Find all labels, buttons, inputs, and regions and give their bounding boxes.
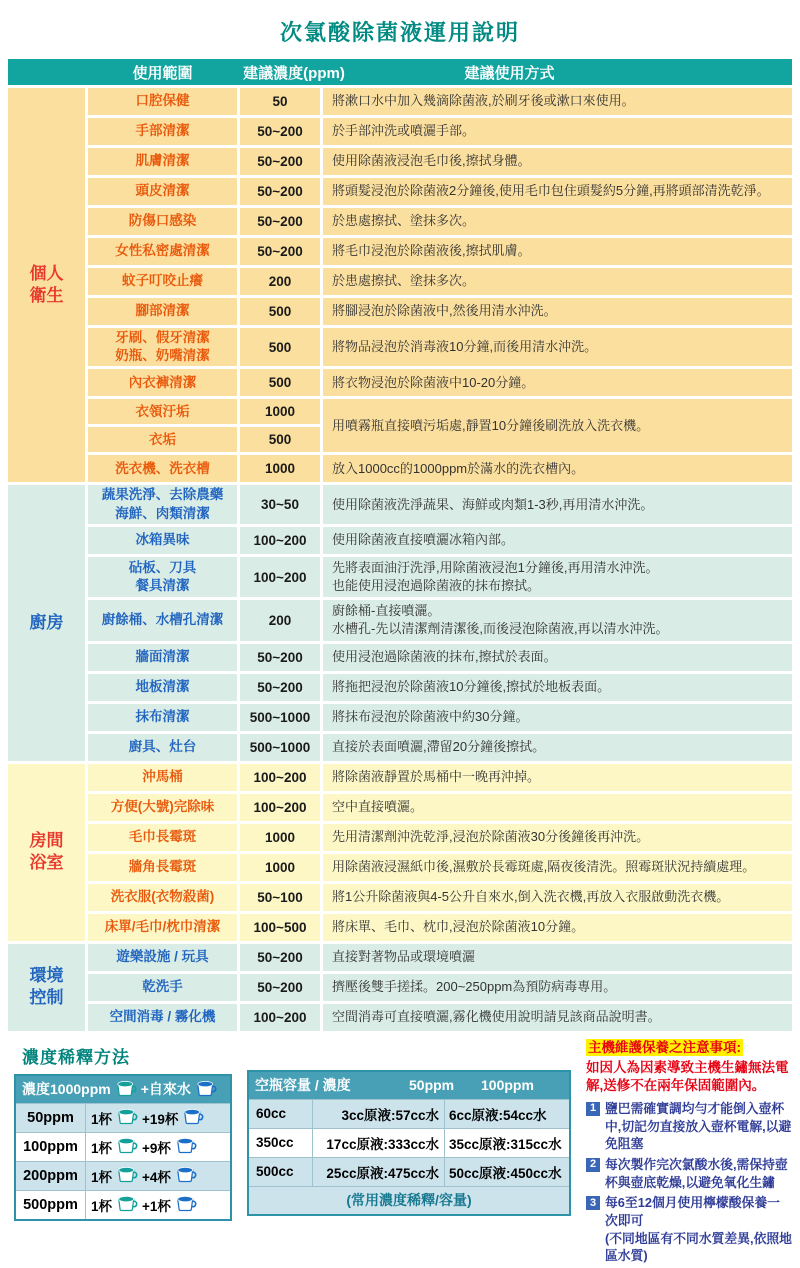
note-text: 每6至12個月使用檸檬酸保養一次即可 (不同地區有不同水質差異,依照地區水質)	[605, 1195, 792, 1264]
ppm-value: 1000	[240, 824, 320, 851]
note-number-badge: 1	[586, 1102, 600, 1116]
bottle-row	[249, 1099, 569, 1128]
ppm-value: 500	[240, 298, 320, 325]
usage-description: 使用除菌液浸泡毛巾後,擦拭身體。	[323, 148, 792, 175]
page-title: 次氯酸除菌液運用說明	[279, 20, 520, 45]
ppm-value: 500	[240, 427, 320, 452]
usage-description: 將毛巾浸泡於除菌液後,擦拭肌膚。	[323, 238, 792, 265]
usage-label: 蚊子叮咬止癢	[88, 268, 237, 295]
table-row	[88, 328, 792, 366]
dilution-ppm: 100ppm	[16, 1133, 86, 1161]
ppm-value: 50~200	[240, 178, 320, 205]
intro-suffix: 導致主機生鏽無法電解,送修不在兩年保固範圍內。	[586, 1059, 789, 1093]
category-cell: 廚房	[8, 485, 85, 760]
usage-label: 洗衣機、洗衣槽	[88, 455, 237, 482]
ppm-value: 1000	[240, 399, 320, 424]
bottle-row	[249, 1157, 569, 1186]
ppm-value: 100~500	[240, 914, 320, 941]
recipe-50ppm: 3cc原液:57cc水	[313, 1100, 445, 1128]
section-2	[8, 485, 792, 760]
teal-cup-icon	[116, 1107, 138, 1128]
water-cups-label: +9杯	[142, 1140, 171, 1156]
table-row	[88, 644, 792, 671]
table-row	[88, 914, 792, 941]
header-usage-method: 建議使用方式	[464, 64, 555, 82]
usage-description: 將腳浸泡於除菌液中,然後用清水沖洗。	[323, 298, 792, 325]
section-rows	[88, 485, 792, 760]
usage-label: 乾洗手	[88, 974, 237, 1001]
ppm-value: 500	[240, 369, 320, 396]
header-usage-range: 使用範圍	[132, 64, 193, 82]
usage-table-body	[8, 88, 792, 1031]
usage-description: 使用除菌液洗淨蔬果、海鮮或肉類1-3秒,再用清水沖洗。	[323, 485, 792, 523]
blue-cup-icon	[175, 1136, 197, 1157]
usage-description: 將衣物浸泡於除菌液中10-20分鐘。	[323, 369, 792, 396]
note-item	[586, 1156, 792, 1191]
stock-cups-label: 1杯	[91, 1111, 113, 1127]
ppm-value: 100~200	[240, 764, 320, 791]
dilution-row	[16, 1103, 230, 1132]
table-row	[88, 854, 792, 881]
dilution-ppm: 500ppm	[16, 1191, 86, 1219]
usage-label: 衣垢	[88, 427, 237, 452]
dilution-ratio-table-header	[16, 1076, 230, 1103]
ppm-value: 50~200	[240, 118, 320, 145]
tap-water-label: +自來水	[140, 1081, 191, 1098]
usage-description: 將頭髮浸泡於除菌液2分鐘後,使用毛巾包住頭髮約5分鐘,再將頭部清洗乾淨。	[323, 178, 792, 205]
intro-prefix: 如因	[586, 1059, 613, 1075]
dilution-row	[16, 1190, 230, 1219]
bottle-volume: 500cc	[249, 1158, 313, 1186]
usage-description: 將床單、毛巾、枕巾,浸泡於除菌液10分鐘。	[323, 914, 792, 941]
usage-label: 沖馬桶	[88, 764, 237, 791]
ppm-value: 50~200	[240, 944, 320, 971]
table-row	[88, 600, 792, 640]
ppm-value: 50~200	[240, 148, 320, 175]
table-row	[88, 485, 792, 523]
stock-cups-label: 1杯	[91, 1198, 113, 1214]
ppm-value: 100~200	[240, 1004, 320, 1031]
ppm-value: 50~200	[240, 644, 320, 671]
usage-label: 腳部清潔	[88, 298, 237, 325]
category-cell: 個人 衛生	[8, 88, 85, 482]
usage-label: 洗衣服(衣物殺菌)	[88, 884, 237, 911]
note-item	[586, 1100, 792, 1153]
dilution-row	[16, 1161, 230, 1190]
usage-table-header	[8, 59, 792, 85]
table-row	[88, 298, 792, 325]
usage-description: 直接對著物品或環境噴灑	[323, 944, 792, 971]
ppm-value: 50~200	[240, 674, 320, 701]
usage-description: 直接於表面噴灑,滯留20分鐘後擦拭。	[323, 734, 792, 761]
ppm-value: 100~200	[240, 527, 320, 554]
usage-label: 牆角長霉斑	[88, 854, 237, 881]
usage-description: 用噴霧瓶直接噴污垢處,靜置10分鐘後刷洗放入洗衣機。	[323, 399, 792, 452]
ppm-value: 200	[240, 268, 320, 295]
note-number-badge: 2	[586, 1158, 600, 1172]
usage-label: 空間消毒 / 霧化機	[88, 1004, 237, 1031]
usage-label: 牙刷、假牙清潔 奶瓶、奶嘴清潔	[88, 328, 237, 366]
dilution-heading: 濃度稀釋方法	[22, 1047, 130, 1067]
bottle-volume: 350cc	[249, 1129, 313, 1157]
table-row	[88, 1004, 792, 1031]
usage-label: 頭皮清潔	[88, 178, 237, 205]
section-3	[8, 764, 792, 941]
teal-cup-icon	[116, 1165, 138, 1186]
usage-description: 於患處擦拭、塗抹多次。	[323, 208, 792, 235]
ppm-value: 500	[240, 328, 320, 366]
blue-cup-icon	[175, 1165, 197, 1186]
ppm-value: 50~200	[240, 238, 320, 265]
ppm-value: 30~50	[240, 485, 320, 523]
usage-description: 將抹布浸泡於除菌液中約30分鐘。	[323, 704, 792, 731]
ppm-value: 50~100	[240, 884, 320, 911]
usage-description: 將漱口水中加入幾滴除菌液,於刷牙後或漱口來使用。	[323, 88, 792, 115]
usage-description: 使用除菌液直接噴灑冰箱內部。	[323, 527, 792, 554]
dilution-ppm: 50ppm	[16, 1104, 86, 1132]
maintenance-notes	[586, 1039, 792, 1268]
water-cups-label: +19杯	[142, 1111, 179, 1127]
usage-label: 床單/毛巾/枕巾清潔	[88, 914, 237, 941]
usage-label: 牆面清潔	[88, 644, 237, 671]
ppm-value: 50	[240, 88, 320, 115]
recipe-100ppm: 50cc原液:450cc水	[449, 1165, 562, 1181]
usage-description: 使用浸泡過除菌液的抹布,擦拭於表面。	[323, 644, 792, 671]
ppm-value: 200	[240, 600, 320, 640]
maintenance-notes-title: 主機維護保養之注意事項:	[588, 1039, 741, 1055]
recipe-50ppm: 17cc原液:333cc水	[313, 1129, 445, 1157]
maintenance-note-list	[586, 1100, 792, 1265]
dilution-mix	[86, 1104, 230, 1132]
table-row	[88, 455, 792, 482]
note-text: 鹽巴需確實調均勻才能倒入壺杯中,切記勿直接放入壺杯電解,以避免阻塞	[605, 1101, 792, 1152]
bottom-area	[14, 1039, 792, 1268]
bottle-100ppm-header: 100ppm	[481, 1077, 534, 1094]
table-row	[88, 268, 792, 295]
recipe-50ppm: 25cc原液:475cc水	[313, 1158, 445, 1186]
ppm-value: 50~200	[240, 208, 320, 235]
recipe-100ppm: 35cc原液:315cc水	[449, 1136, 562, 1152]
ppm-value: 100~200	[240, 794, 320, 821]
blue-cup-icon	[175, 1194, 197, 1215]
table-row	[88, 208, 792, 235]
table-row-group	[88, 399, 792, 452]
bottle-volume-column	[247, 1070, 571, 1216]
bottle-volume-table-header	[249, 1072, 569, 1099]
table-row	[88, 238, 792, 265]
note-text: 每次製作完次氯酸水後,需保持壺杯與壺底乾燥,以避免氧化生鏽	[605, 1157, 788, 1190]
usage-description: 放入1000cc的1000ppm於滿水的洗衣槽內。	[323, 455, 792, 482]
table-row	[88, 944, 792, 971]
bottle-volume-table-body	[249, 1099, 569, 1186]
stock-cups-label: 1杯	[91, 1169, 113, 1185]
dilution-method-column	[14, 1039, 232, 1221]
dilution-ppm: 200ppm	[16, 1162, 86, 1190]
table-row	[88, 527, 792, 554]
dilution-mix	[86, 1162, 230, 1190]
usage-label: 砧板、刀具 餐具清潔	[88, 557, 237, 597]
table-row	[88, 557, 792, 597]
usage-description: 於患處擦拭、塗抹多次。	[323, 268, 792, 295]
teal-cup-icon	[116, 1136, 138, 1157]
table-row	[88, 794, 792, 821]
usage-description: 於手部沖洗或噴灑手部。	[323, 118, 792, 145]
blue-cup-icon	[182, 1107, 204, 1128]
usage-description: 將除菌液靜置於馬桶中一晚再沖掉。	[323, 764, 792, 791]
usage-description: 擠壓後雙手搓揉。200~250ppm為預防病毒專用。	[323, 974, 792, 1001]
usage-label: 廚餘桶、水槽孔清潔	[88, 600, 237, 640]
usage-description: 空間消毒可直接噴灑,霧化機使用說明請見該商品說明書。	[323, 1004, 792, 1031]
note-number-badge: 3	[586, 1196, 600, 1210]
table-row	[88, 674, 792, 701]
section-rows	[88, 88, 792, 482]
recipe-100ppm: 6cc原液:54cc水	[449, 1107, 547, 1123]
table-row	[88, 764, 792, 791]
bottle-volume-table-footer: (常用濃度稀釋/容量)	[249, 1186, 569, 1214]
usage-label: 地板清潔	[88, 674, 237, 701]
table-row	[88, 704, 792, 731]
ppm-value: 1000	[240, 854, 320, 881]
dilution-mix	[86, 1133, 230, 1161]
usage-label: 內衣褲清潔	[88, 369, 237, 396]
bottle-row	[249, 1128, 569, 1157]
table-row	[88, 178, 792, 205]
maintenance-notes-intro	[586, 1059, 792, 1095]
dilution-mix	[86, 1191, 230, 1219]
section-4	[8, 944, 792, 1031]
usage-table	[8, 59, 792, 1031]
dilution-row	[16, 1132, 230, 1161]
stock-cups-label: 1杯	[91, 1140, 113, 1156]
note-item	[586, 1194, 792, 1265]
usage-description: 先用清潔劑沖洗乾淨,浸泡於除菌液30分後鐘後再沖洗。	[323, 824, 792, 851]
usage-description: 空中直接噴灑。	[323, 794, 792, 821]
usage-description: 將1公升除菌液與4-5公升自來水,倒入洗衣機,再放入衣服啟動洗衣機。	[323, 884, 792, 911]
usage-label: 方便(大號)完除味	[88, 794, 237, 821]
stock-cup-icon	[115, 1079, 137, 1100]
usage-label: 抹布清潔	[88, 704, 237, 731]
water-cups-label: +1杯	[142, 1198, 171, 1214]
intro-bold: 人為因素	[613, 1059, 667, 1075]
table-row	[88, 974, 792, 1001]
header-recommended-ppm: 建議濃度(ppm)	[243, 64, 345, 82]
ppm-value: 500~1000	[240, 734, 320, 761]
table-row	[88, 824, 792, 851]
section-rows	[88, 764, 792, 941]
usage-description: 將拖把浸泡於除菌液10分鐘後,擦拭於地板表面。	[323, 674, 792, 701]
table-row	[88, 884, 792, 911]
usage-label: 蔬果洗淨、去除農藥 海鮮、肉類清潔	[88, 485, 237, 523]
table-row	[88, 148, 792, 175]
stock-concentration-label: 濃度1000ppm	[22, 1081, 111, 1098]
usage-label: 毛巾長霉斑	[88, 824, 237, 851]
bottle-50ppm-header: 50ppm	[409, 1077, 455, 1094]
table-row	[88, 369, 792, 396]
ppm-value: 50~200	[240, 974, 320, 1001]
usage-label: 口腔保健	[88, 88, 237, 115]
section-rows	[88, 944, 792, 1031]
usage-label: 女性私密處清潔	[88, 238, 237, 265]
water-cups-label: +4杯	[142, 1169, 171, 1185]
usage-description: 廚餘桶-直接噴灑。 水槽孔-先以清潔劑清潔後,而後浸泡除菌液,再以清水沖洗。	[323, 600, 792, 640]
bottle-volume-table	[247, 1070, 571, 1216]
category-cell: 環境 控制	[8, 944, 85, 1031]
section-1	[8, 88, 792, 482]
usage-label: 廚具、灶台	[88, 734, 237, 761]
ppm-value: 1000	[240, 455, 320, 482]
usage-description: 將物品浸泡於消毒液10分鐘,而後用清水沖洗。	[323, 328, 792, 366]
usage-description: 先將表面油汙洗淨,用除菌液浸泡1分鐘後,再用清水沖洗。 也能使用浸泡過除菌液的抹布擦拭。	[323, 557, 792, 597]
table-row	[88, 118, 792, 145]
usage-label: 衣領汙垢	[88, 399, 237, 424]
ppm-value: 100~200	[240, 557, 320, 597]
usage-label: 手部清潔	[88, 118, 237, 145]
usage-label: 冰箱異味	[88, 527, 237, 554]
usage-label: 肌膚清潔	[88, 148, 237, 175]
dilution-ratio-table	[14, 1074, 232, 1221]
tap-water-cup-icon	[195, 1079, 217, 1100]
usage-description: 用除菌液浸濕紙巾後,濕敷於長霉斑處,隔夜後清洗。照霉斑狀況持續處理。	[323, 854, 792, 881]
usage-label: 遊樂設施 / 玩具	[88, 944, 237, 971]
bottle-volume: 60cc	[249, 1100, 313, 1128]
ppm-value: 500~1000	[240, 704, 320, 731]
bottle-volume-header-label: 空瓶容量 / 濃度	[255, 1077, 351, 1094]
teal-cup-icon	[116, 1194, 138, 1215]
table-row	[88, 88, 792, 115]
usage-label: 防傷口感染	[88, 208, 237, 235]
dilution-ratio-table-body	[16, 1103, 230, 1219]
category-cell: 房間 浴室	[8, 764, 85, 941]
table-row	[88, 734, 792, 761]
